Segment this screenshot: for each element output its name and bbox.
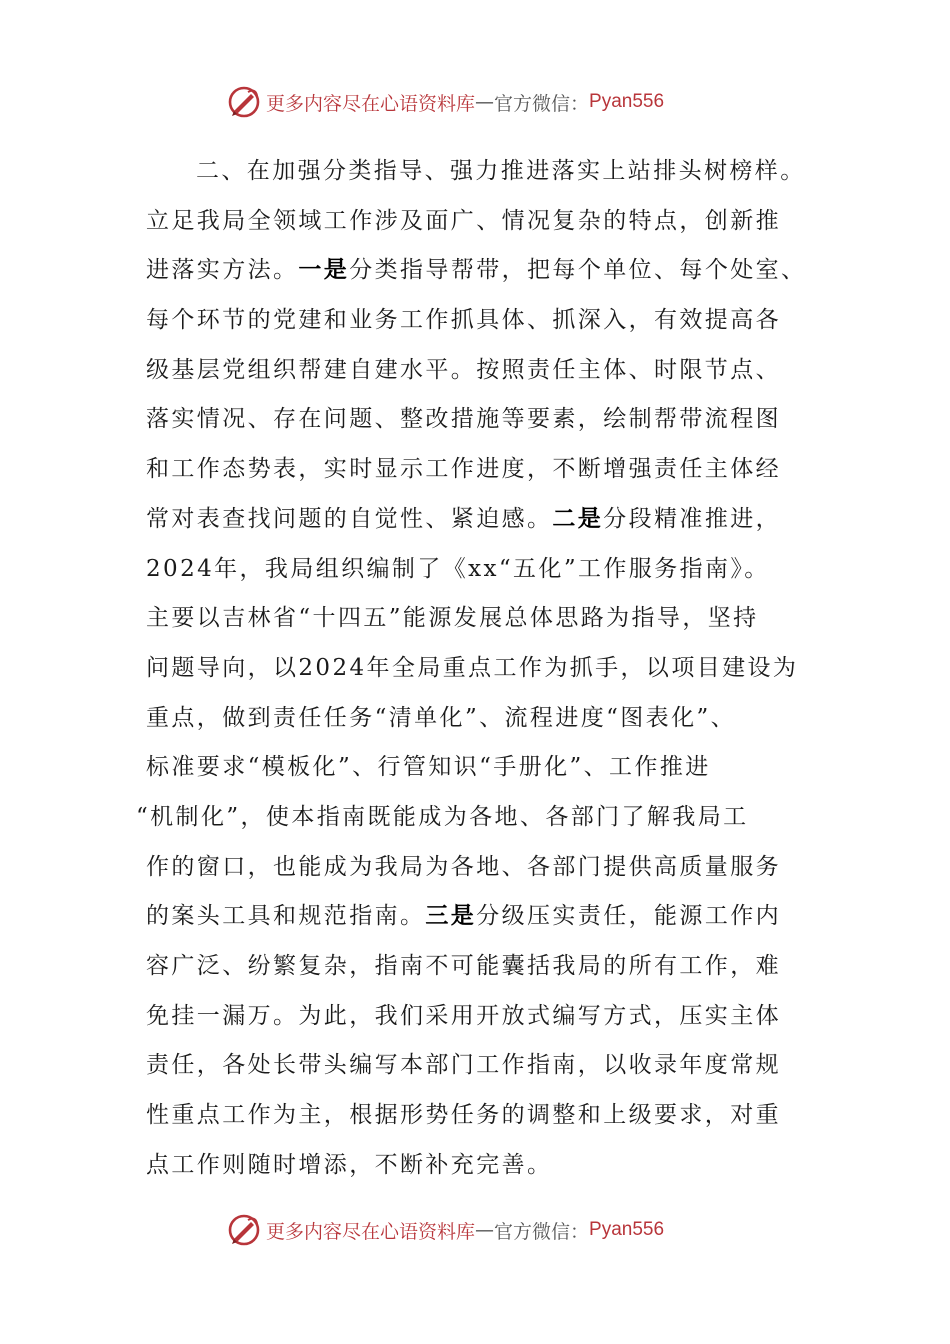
text-line: 问题导向，以2024年全局重点工作为抓手，以项目建设为	[146, 654, 799, 681]
text-line: 免挂一漏万。为此，我们采用开放式编写方式，压实主体	[146, 1002, 781, 1029]
text-segment: 分类指导帮带，把每个单位、每个处室、	[349, 257, 807, 284]
text-line: 容广泛、纷繁复杂，指南不可能囊括我局的所有工作，难	[146, 953, 781, 979]
text-line: “机制化”，使本指南既能成为各地、各部门了解我局工	[136, 803, 749, 830]
text-segment: 常对表查找问题的自觉性、紧迫感。	[146, 505, 553, 532]
text-line	[146, 246, 810, 296]
document-body	[136, 147, 810, 1190]
wechat-label: 官方微信：	[494, 92, 590, 115]
text-line: 和工作态势表，实时显示工作进度，不断增强责任主体经	[146, 456, 781, 483]
text-line: 性重点工作为主，根据形势任务的调整和上级要求，对重	[146, 1102, 781, 1129]
wechat-label: 官方微信：	[494, 1220, 590, 1243]
text-line	[146, 495, 810, 545]
footer-banner	[226, 1210, 664, 1250]
text-line: 作的窗口，也能成为我局为各地、各部门提供高质量服务	[146, 853, 781, 880]
text-line: 落实情况、存在问题、整改措施等要素，绘制帮带流程图	[146, 406, 781, 433]
text-segment: 分段精准推进，	[603, 505, 782, 532]
text-line: 二、在加强分类指导、强力推进落实上站排头树榜样。	[196, 158, 806, 184]
site-name: 更多内容尽在心语资料库	[266, 1220, 476, 1243]
text-line: 标准要求“模板化”、行管知识“手册化”、工作推进	[146, 754, 711, 781]
banner-dash: —	[475, 91, 495, 113]
text-segment: 进落实方法。	[146, 257, 299, 284]
text-line: 每个环节的党建和业务工作抓具体、抓深入，有效提高各	[146, 307, 781, 334]
emphasis-marker: 三是	[425, 903, 477, 930]
text-segment: 的案头工具和规范指南。	[146, 903, 426, 930]
header-banner	[226, 82, 664, 122]
text-line: 2024年，我局组织编制了《xx“五化”工作服务指南》。	[146, 555, 770, 582]
pen-logo-icon	[226, 1212, 262, 1248]
emphasis-marker: 二是	[552, 505, 604, 532]
text-segment: 分级压实责任，能源工作内	[476, 903, 782, 930]
text-line: 点工作则随时增添，不断补充完善。	[146, 1151, 553, 1178]
text-line: 主要以吉林省“十四五”能源发展总体思路为指导，坚持	[146, 605, 759, 632]
pen-logo-icon	[226, 84, 262, 120]
site-name: 更多内容尽在心语资料库	[266, 92, 476, 115]
text-line: 责任，各处长带头编写本部门工作指南，以收录年度常规	[146, 1052, 781, 1079]
text-line: 级基层党组织帮建自建水平。按照责任主体、时限节点、	[146, 356, 781, 383]
text-line	[146, 892, 810, 942]
wechat-id: Pyan556	[589, 1219, 665, 1240]
text-line: 重点，做到责任任务“清单化”、流程进度“图表化”、	[146, 704, 737, 731]
wechat-id: Pyan556	[589, 91, 665, 112]
text-line: 立足我局全领域工作涉及面广、情况复杂的特点，创新推	[146, 207, 781, 234]
emphasis-marker: 一是	[298, 257, 350, 284]
banner-dash: —	[475, 1219, 495, 1241]
